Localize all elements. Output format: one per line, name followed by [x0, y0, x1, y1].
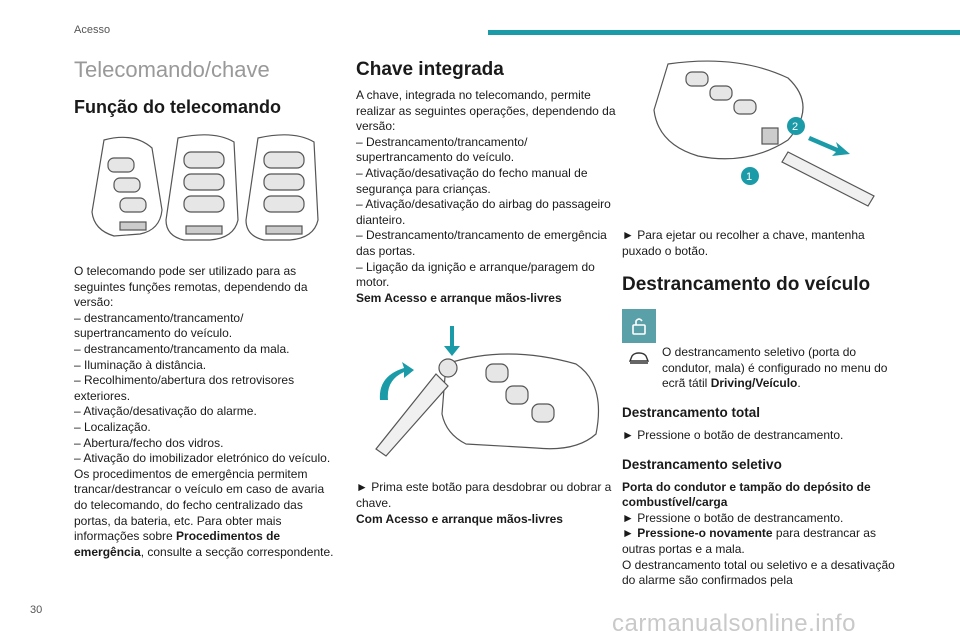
car-icon: [622, 347, 656, 369]
column-integrated-key: [356, 56, 618, 527]
column-remote-function: [74, 56, 340, 560]
emergency-text-post: , consulte a secção correspondente.: [140, 544, 334, 559]
selective-step-1: ► Pressione o botão de destrancamento.: [622, 510, 844, 525]
remote-function-item: – Iluminação à distância.: [74, 357, 207, 372]
section-label: Acesso: [74, 24, 111, 36]
remote-function-heading: Função do telecomando: [74, 97, 282, 117]
padlock-icon: [622, 309, 656, 343]
remote-function-item: – Ativação do imobilizador eletrónico do veículo.: [74, 451, 331, 466]
folding-key-illustration: [356, 324, 618, 466]
emergency-procedures-paragraph: [74, 467, 340, 561]
selective-unlocking-heading: Destrancamento seletivo: [622, 456, 782, 472]
with-hands-free-subheading: Com Acesso e arranque mãos-livres: [356, 511, 563, 526]
callout-2-label: 2: [792, 121, 799, 133]
selective-unlock-note: [622, 309, 906, 392]
without-hands-free-subheading: Sem Acesso e arranque mãos-livres: [356, 290, 562, 305]
unlocking-heading: Destrancamento do veículo: [622, 274, 871, 296]
eject-key-instruction: ► Para ejetar ou recolher a chave, mantenha puxado o botão.: [622, 228, 865, 258]
integrated-key-item: – Destrancamento/trancamento/ supertrancamento do veículo.: [356, 134, 528, 165]
column-unlocking: [622, 56, 906, 589]
fold-key-instruction: ► Prima este botão para desdobrar ou dobrar a chave.: [356, 480, 612, 510]
remote-function-item: – Localização.: [74, 419, 151, 434]
page-title: Telecomando/chave: [74, 57, 270, 82]
hands-free-fob-body: [654, 61, 803, 159]
press-arrow: [444, 326, 460, 356]
eject-arrow: [808, 136, 850, 156]
callout-1-label: 1: [746, 171, 753, 183]
integrated-key-paragraph: A chave, integrada no telecomando, permite realizar as seguintes operações, dependendo da versão:: [356, 88, 616, 134]
page-number: 30: [30, 604, 43, 616]
remote-function-item: – destrancamento/trancamento/ supertrancamento do veículo.: [74, 310, 244, 341]
step-2-emphasis: Pressione-o novamente: [637, 526, 773, 541]
remote-function-paragraph: O telecomando pode ser utilizado para as seguintes funções remotas, dependendo da versão:: [74, 264, 308, 310]
note-text-pre: O destrancamento seletivo (porta do condutor, mala) é configurado no menu do ecrã tátil: [662, 345, 888, 391]
remote-function-item: – Ativação/desativação do alarme.: [74, 404, 257, 419]
emergency-text-pre: Os procedimentos de emergência permitem trancar/destrancar o veículo em caso de avaria do telecomando, do fecho centralizado das portas, da bateria, etc. Para obter mais informações sobre: [74, 466, 325, 544]
total-unlocking-heading: Destrancamento total: [622, 404, 761, 420]
integrated-key-item: – Ativação/desativação do fecho manual de segurança para crianças.: [356, 165, 588, 196]
fold-arrow: [380, 362, 414, 400]
note-icons: [622, 309, 656, 392]
note-text-post: .: [797, 376, 801, 391]
hands-free-key-illustration: [638, 56, 908, 218]
release-button: [439, 359, 457, 377]
step-2-marker: ►: [622, 526, 638, 541]
selective-step-2: [622, 526, 906, 557]
total-unlocking-text: ► Pressione o botão de destrancamento.: [622, 427, 844, 442]
remote-keys-illustration: [74, 130, 340, 250]
integrated-key-item: – Ligação da ignição e arranque/paragem do motor.: [356, 259, 595, 290]
watermark: carmanualsonline.info: [612, 610, 856, 637]
integrated-key-heading: Chave integrada: [356, 59, 504, 80]
integrated-key-item: – Destrancamento/trancamento de emergência das portas.: [356, 228, 607, 258]
remote-function-item: – Recolhimento/abertura dos retrovisores exteriores.: [74, 373, 295, 403]
remote-function-item: – destrancamento/trancamento da mala.: [74, 341, 290, 356]
step-2-rest: para destrancar as outras portas e a mala.: [622, 526, 876, 556]
ejected-key-blade: [782, 152, 874, 206]
integrated-key-item: – Ativação/desativação do airbag do passageiro dianteiro.: [356, 197, 611, 227]
emergency-procedures-reference: Procedimentos de emergência: [74, 529, 281, 559]
remote-function-item: – Abertura/fecho dos vidros.: [74, 435, 224, 450]
selective-outro: O destrancamento total ou seletivo e a desativação do alarme são confirmados pela: [622, 557, 895, 588]
menu-path: Driving/Veículo: [710, 376, 798, 391]
selective-unlock-note-text: [662, 309, 906, 392]
header-accent-bar: [488, 30, 960, 35]
selective-unlocking-subheading: Porta do condutor e tampão do depósito de combustível/carga: [622, 479, 871, 510]
